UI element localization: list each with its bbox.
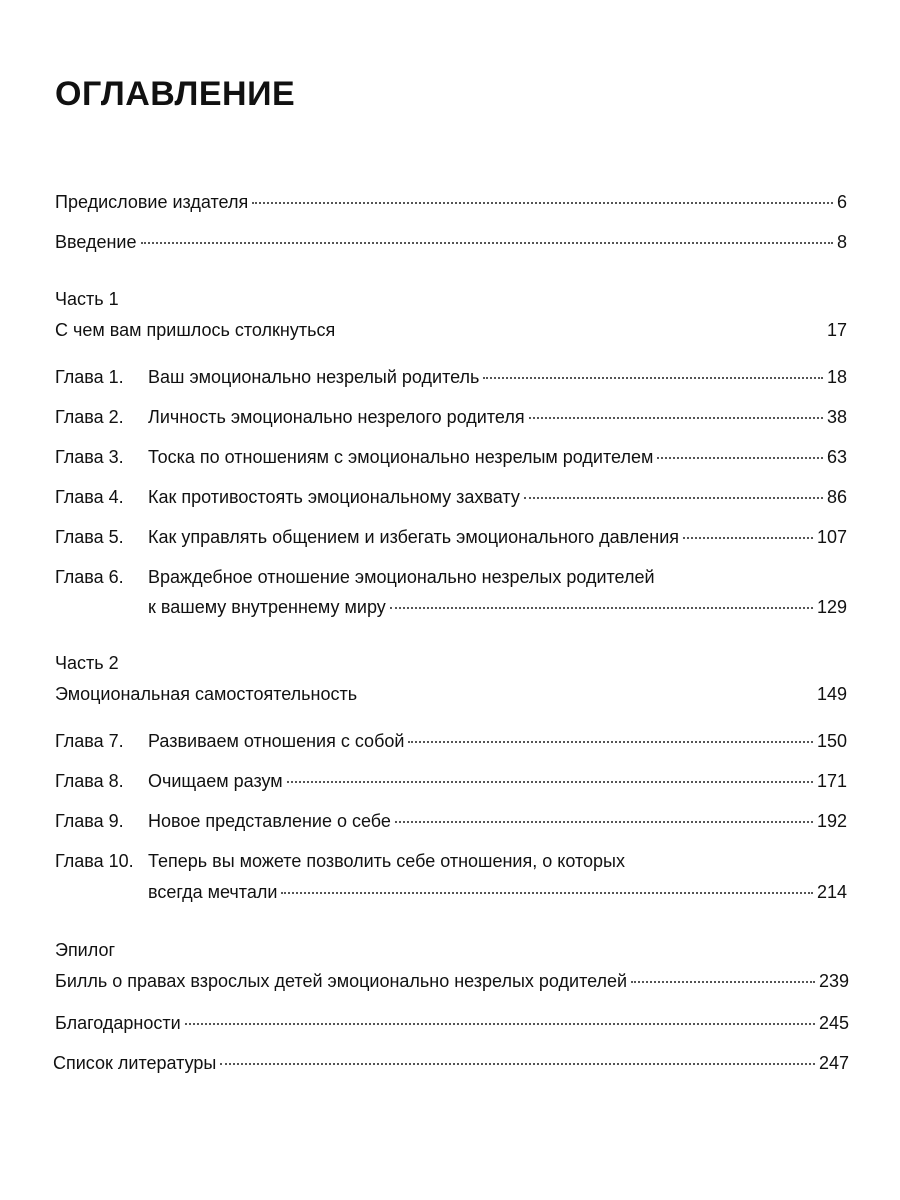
dot-leader [141,242,833,244]
dot-leader [252,202,833,204]
chapter-title: Тоска по отношениям с эмоционально незрелым родителем [148,447,654,467]
toc-entry-page: 192 [816,811,847,831]
toc-entry-page: 63 [826,447,847,467]
toc-entry-page: 239 [818,971,849,991]
toc-entry-label: Билль о правах взрослых детей эмоционально незрелых родителей [55,971,628,991]
dot-leader [220,1063,815,1065]
part-2-label: Часть 2 [55,653,119,673]
toc-entry-chapter-4[interactable] [55,486,847,508]
toc-entry-page: 214 [816,882,847,902]
toc-entry-preface[interactable] [55,191,847,213]
toc-entry-bill-of-rights[interactable] [55,970,849,992]
toc-entry-page: 171 [816,771,847,791]
dot-leader [395,821,813,823]
chapter-number: Глава 10. [55,851,134,871]
toc-entry-page: 149 [816,684,847,704]
toc-entry-chapter-1[interactable] [55,366,847,388]
toc-entry-chapter-8[interactable] [55,770,847,792]
toc-entry-label: Благодарности [55,1013,181,1033]
chapter-title: Как управлять общением и избегать эмоционального давления [148,527,679,547]
dot-leader [408,741,813,743]
chapter-number: Глава 7. [55,731,124,751]
toc-entry-chapter-3[interactable] [55,446,847,468]
dot-leader [524,497,823,499]
toc-entry-part-2[interactable] [55,683,847,705]
toc-entry-page: 247 [818,1053,849,1073]
chapter-title: Как противостоять эмоциональному захвату [148,487,520,507]
dot-leader [631,981,815,983]
chapter-title: Очищаем разум [148,771,283,791]
toc-entry-acknowledgements[interactable] [55,1012,849,1034]
part-2-title: Эмоциональная самостоятельность [55,684,358,704]
chapter-number: Глава 2. [55,407,124,427]
chapter-title: Ваш эмоционально незрелый родитель [148,367,480,387]
toc-entry-bibliography[interactable] [53,1052,849,1074]
toc-entry-page: 8 [836,232,847,252]
toc-entry-chapter-10[interactable] [148,881,847,903]
toc-entry-chapter-6-number [55,566,847,588]
chapter-title: Новое представление о себе [148,811,391,831]
toc-entry-page: 150 [816,731,847,751]
chapter-number: Глава 4. [55,487,124,507]
toc-entry-part-1[interactable] [55,319,847,341]
part-1-title: С чем вам пришлось столкнуться [55,320,336,340]
chapter-title-line1: Враждебное отношение эмоционально незрелых родителей [148,567,655,587]
toc-entry-chapter-2[interactable] [55,406,847,428]
part-1-label: Часть 1 [55,289,119,309]
chapter-title: всегда мечтали [148,882,278,902]
epilogue-label: Эпилог [55,940,116,960]
toc-entry-chapter-5[interactable] [55,526,847,548]
chapter-number: Глава 3. [55,447,124,467]
dot-leader [483,377,823,379]
toc-entry-label: Список литературы [53,1053,217,1073]
toc-entry-page: 17 [826,320,847,340]
toc-entry-introduction[interactable] [55,231,847,253]
dot-leader [287,781,813,783]
toc-entry-label: Предисловие издателя [55,192,249,212]
toc-entry-chapter-7[interactable] [55,730,847,752]
dot-leader [657,457,823,459]
dot-leader [185,1023,815,1025]
toc-entry-chapter-9[interactable] [55,810,847,832]
toc-entry-label: Введение [55,232,137,252]
dot-leader [281,892,813,894]
toc-entry-page: 6 [836,192,847,212]
chapter-number: Глава 1. [55,367,124,387]
toc-entry-page: 38 [826,407,847,427]
dot-leader [390,607,813,609]
dot-leader [683,537,813,539]
toc-entry-chapter-6[interactable] [148,596,847,618]
chapter-title: Личность эмоционально незрелого родителя [148,407,525,427]
chapter-title: к вашему внутреннему миру [148,597,386,617]
chapter-number: Глава 5. [55,527,124,547]
chapter-number: Глава 8. [55,771,124,791]
chapter-number: Глава 6. [55,567,124,587]
toc-entry-page: 129 [816,597,847,617]
toc-entry-page: 86 [826,487,847,507]
chapter-title-line1: Теперь вы можете позволить себе отношения, о которых [148,851,625,871]
page-title: ОГЛАВЛЕНИЕ [55,75,296,113]
dot-leader [529,417,823,419]
toc-entry-page: 107 [816,527,847,547]
chapter-number: Глава 9. [55,811,124,831]
chapter-title: Развиваем отношения с собой [148,731,405,751]
toc-entry-page: 245 [818,1013,849,1033]
toc-entry-page: 18 [826,367,847,387]
